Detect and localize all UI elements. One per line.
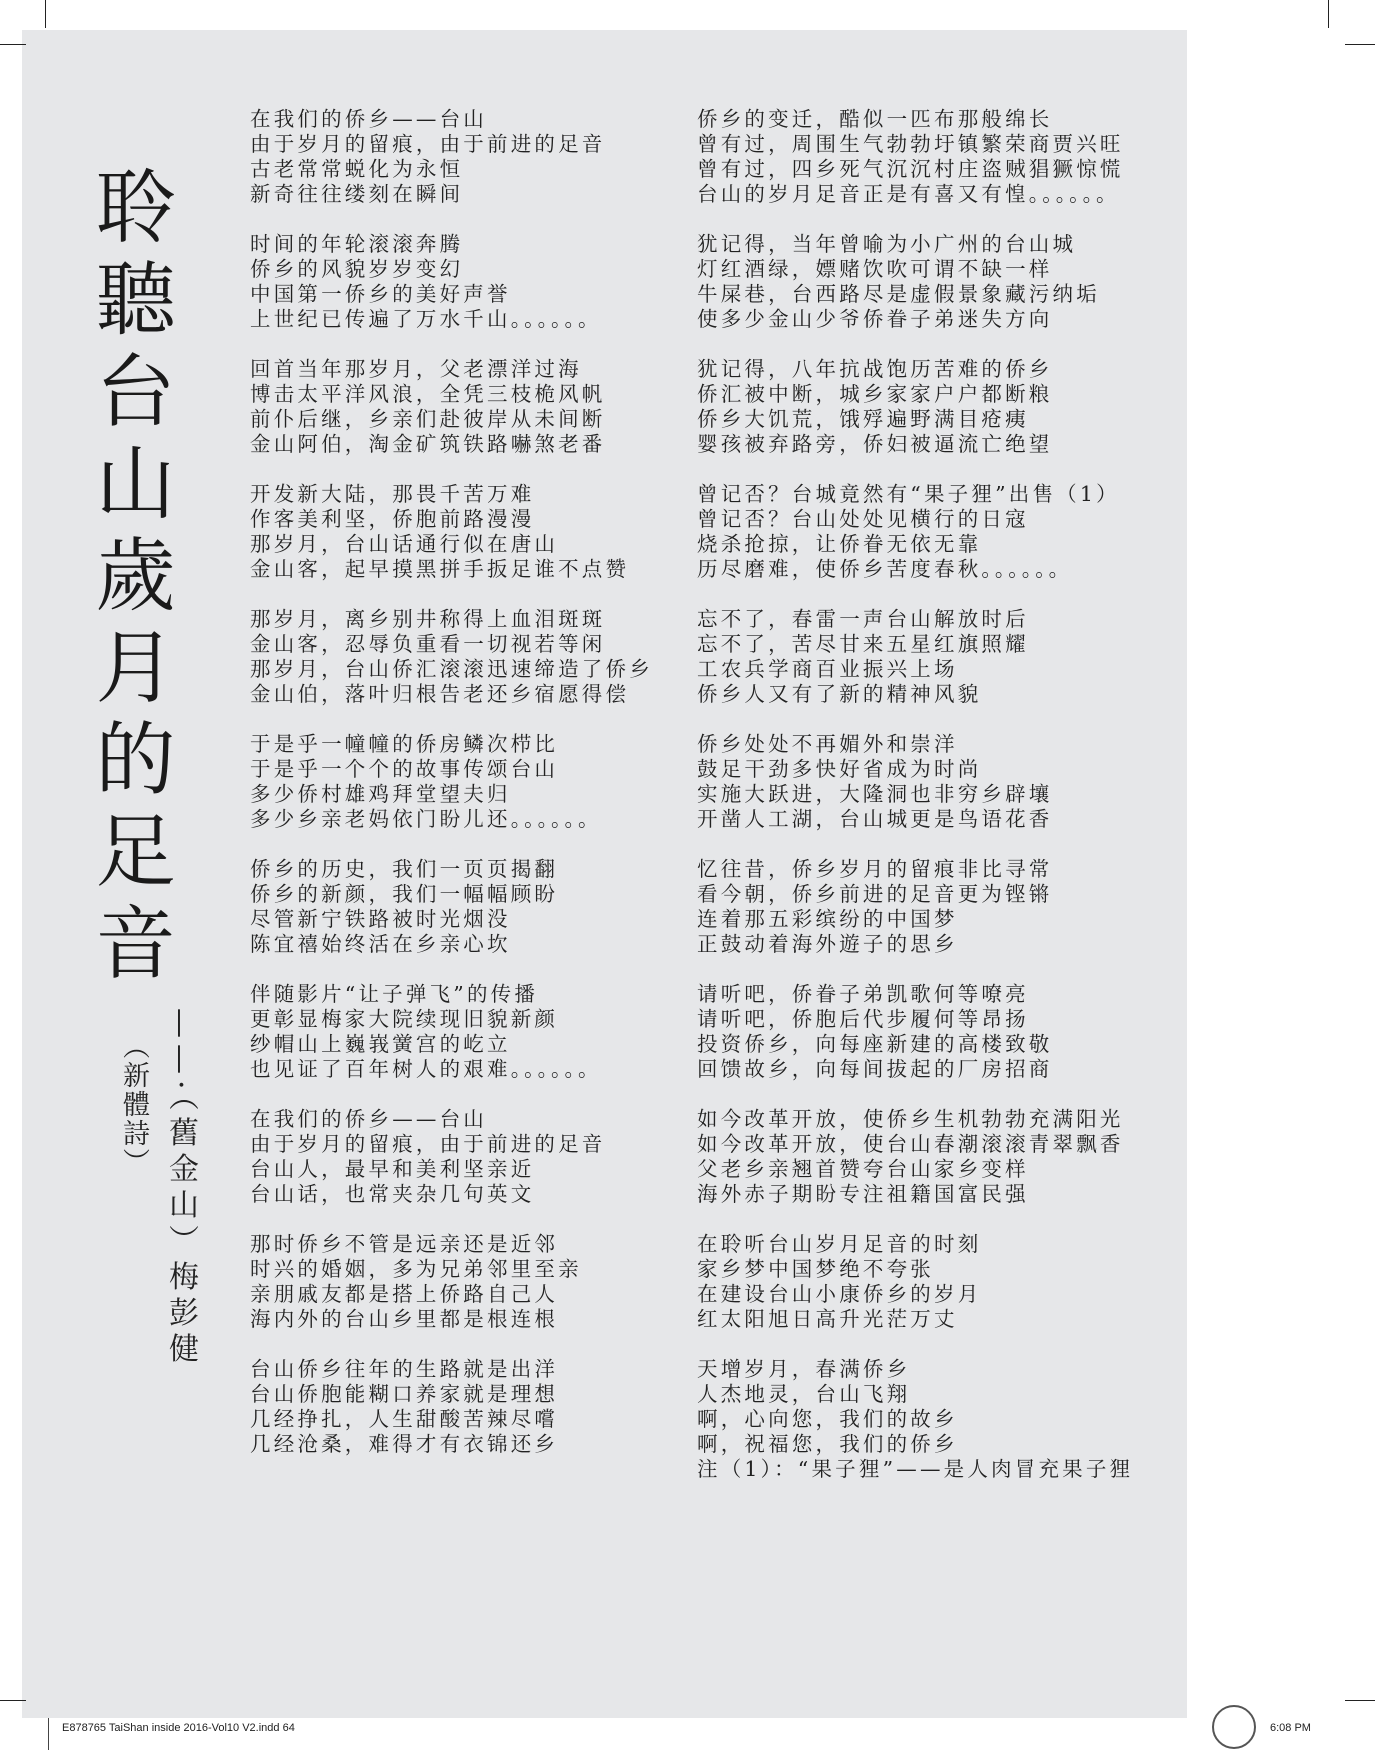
poem-line: 几经挣扎，人生甜酸苦辣尽嚐	[250, 1407, 559, 1431]
poem-line: 亲朋戚友都是搭上侨路自己人	[250, 1282, 559, 1306]
poem-line: 曾记否？台山处处见横行的日寇	[697, 507, 1029, 531]
stanza	[697, 607, 1133, 707]
poem-line: 金山阿伯，淘金矿筑铁路嚇煞老番	[250, 432, 606, 456]
stanza	[250, 107, 653, 207]
poem-line: 博击太平洋风浪，全凭三枝桅风帆	[250, 382, 606, 406]
poem-line: 海外赤子期盼专注祖籍国富民强	[697, 1182, 1029, 1206]
poem-line: 台山侨乡往年的生路就是出洋	[250, 1357, 559, 1381]
poem-line: 金山客，起早摸黑拼手扳足谁不点赞	[250, 557, 630, 581]
poem-line: 前仆后继，乡亲们赴彼岸从未间断	[250, 407, 606, 431]
poem-line: 曾记否？台城竟然有“果子狸”出售（1）	[697, 482, 1120, 506]
poem-line: 时兴的婚姻，多为兄弟邻里至亲	[250, 1257, 582, 1281]
poem-line: 曾有过，四乡死气沉沉村庄盗贼猖獗惊慌	[697, 157, 1124, 181]
poem-line: 中国第一侨乡的美好声誉	[250, 282, 511, 306]
stanza	[697, 482, 1133, 582]
poem-line: 回馈故乡，向每间拔起的厂房招商	[697, 1057, 1053, 1081]
stanza	[250, 1107, 653, 1207]
stanza	[250, 232, 653, 332]
poem-line: 台山话，也常夹杂几句英文	[250, 1182, 535, 1206]
poem-line: 侨乡人又有了新的精神风貌	[697, 682, 982, 706]
poem-line: 那岁月，离乡别井称得上血泪斑斑	[250, 607, 606, 631]
poem-line: 于是乎一幢幢的侨房鳞次栉比	[250, 732, 559, 756]
footer-time: 6:08 PM	[1270, 1722, 1311, 1734]
crop-mark	[0, 1700, 26, 1701]
poem-line: 家乡梦中国梦绝不夸张	[697, 1257, 934, 1281]
poem-line: 侨乡大饥荒，饿殍遍野满目疮痍	[697, 407, 1029, 431]
stanza	[250, 357, 653, 457]
poem-line: 回首当年那岁月，父老漂洋过海	[250, 357, 582, 381]
poem-line: 多少乡亲老妈依门盼儿还。。。。。。	[250, 807, 602, 831]
poem-line: 于是乎一个个的故事传颂台山	[250, 757, 559, 781]
poem-line: 几经沧桑，难得才有衣锦还乡	[250, 1432, 559, 1456]
poem-line: 犹记得，当年曾喻为小广州的台山城	[697, 232, 1077, 256]
stanza	[697, 1357, 1133, 1482]
poem-subtitle: （新體詩）	[118, 1032, 149, 1177]
poem-left-column	[250, 107, 653, 1482]
poem-line: 连着那五彩缤纷的中国梦	[697, 907, 958, 931]
crop-mark	[1345, 44, 1375, 45]
poem-line: 那时侨乡不管是远亲还是近邻	[250, 1232, 559, 1256]
poem-line: 侨乡的历史，我们一页页揭翻	[250, 857, 559, 881]
poem-line: 鼓足干劲多快好省成为时尚	[697, 757, 982, 781]
poem-line: 侨乡处处不再媚外和崇洋	[697, 732, 958, 756]
poem-line: 由于岁月的留痕，由于前进的足音	[250, 1132, 606, 1156]
stanza	[697, 357, 1133, 457]
poem-line: 如今改革开放，使台山春潮滚滚青翠飘香	[697, 1132, 1124, 1156]
poem-author: ——·（舊金山）梅彭健	[163, 1008, 198, 1369]
stanza	[250, 857, 653, 957]
poem-line: 犹记得，八年抗战饱历苦难的侨乡	[697, 357, 1053, 381]
poem-line: 由于岁月的留痕，由于前进的足音	[250, 132, 606, 156]
poem-title: 聆聽台山歲月的足音	[82, 165, 175, 993]
stanza	[697, 732, 1133, 832]
poem-line: 作客美利坚，侨胞前路漫漫	[250, 507, 535, 531]
poem-line: 台山侨胞能糊口养家就是理想	[250, 1382, 559, 1406]
poem-line: 那岁月，台山侨汇滚滚迅速缔造了侨乡	[250, 657, 653, 681]
poem-line: 台山的岁月足音正是有喜又有惶。。。。。。	[697, 182, 1120, 206]
poem-line: 正鼓动着海外遊子的思乡	[697, 932, 958, 956]
poem-line: 烧杀抢掠，让侨眷无依无靠	[697, 532, 982, 556]
stanza	[250, 607, 653, 707]
poem-line: 海内外的台山乡里都是根连根	[250, 1307, 559, 1331]
poem-line: 历尽磨难，使侨乡苦度春秋。。。。。。	[697, 557, 1073, 581]
stanza	[697, 107, 1133, 207]
poem-line: 婴孩被弃路旁，侨妇被逼流亡绝望	[697, 432, 1053, 456]
poem-line: 投资侨乡，向每座新建的高楼致敬	[697, 1032, 1053, 1056]
stanza	[697, 857, 1133, 957]
poem-line: 啊，心向您，我们的故乡	[697, 1407, 958, 1431]
poem-line: 灯红酒绿，嫖赌饮吹可谓不缺一样	[697, 257, 1053, 281]
poem-line: 如今改革开放，使侨乡生机勃勃充满阳光	[697, 1107, 1124, 1131]
poem-line: 注（1）：“果子狸”——是人肉冒充果子狸	[697, 1457, 1134, 1481]
crop-mark	[45, 0, 46, 28]
stanza	[250, 1232, 653, 1332]
poem-line: 忘不了，春雷一声台山解放时后	[697, 607, 1029, 631]
poem-line: 也见证了百年树人的艰难。。。。。。	[250, 1057, 602, 1081]
stanza	[697, 232, 1133, 332]
stanza	[697, 1107, 1133, 1207]
poem-line: 开凿人工湖，台山城更是鸟语花香	[697, 807, 1053, 831]
stanza	[250, 732, 653, 832]
poem-line: 使多少金山少爷侨眷子弟迷失方向	[697, 307, 1053, 331]
poem-line: 伴随影片“让子弹飞”的传播	[250, 982, 539, 1006]
poem-line: 在我们的侨乡——台山	[250, 1107, 487, 1131]
poem-line: 工农兵学商百业振兴上场	[697, 657, 958, 681]
poem-line: 在我们的侨乡——台山	[250, 107, 487, 131]
crop-mark	[0, 44, 26, 45]
stanza	[250, 1357, 653, 1457]
poem-line: 看今朝，侨乡前进的足音更为铿锵	[697, 882, 1053, 906]
stanza	[697, 982, 1133, 1082]
poem-line: 啊，祝福您，我们的侨乡	[697, 1432, 958, 1456]
poem-line: 请听吧，侨眷子弟凯歌何等嘹亮	[697, 982, 1029, 1006]
footer-file-info: E878765 TaiShan inside 2016-Vol10 V2.indd 64	[62, 1722, 295, 1734]
stanza	[697, 1232, 1133, 1332]
poem-line: 更彰显梅家大院续现旧貌新颜	[250, 1007, 559, 1031]
poem-line: 新奇往往缕刻在瞬间	[250, 182, 464, 206]
poem-line: 侨汇被中断，城乡家家户户都断粮	[697, 382, 1053, 406]
poem-line: 在聆听台山岁月足音的时刻	[697, 1232, 982, 1256]
poem-line: 时间的年轮滚滚奔腾	[250, 232, 464, 256]
poem-line: 实施大跃进，大隆洞也非穷乡辟壤	[697, 782, 1053, 806]
poem-line: 多少侨村雄鸡拜堂望夫归	[250, 782, 511, 806]
crop-mark	[1328, 0, 1329, 28]
poem-line: 红太阳旭日高升光茫万丈	[697, 1307, 958, 1331]
stanza	[250, 982, 653, 1082]
poem-line: 天增岁月，春满侨乡	[697, 1357, 911, 1381]
poem-line: 请听吧，侨胞后代步履何等昂扬	[697, 1007, 1029, 1031]
poem-line: 开发新大陆，那畏千苦万难	[250, 482, 535, 506]
watermark-logo-icon	[1212, 1705, 1256, 1749]
stanza	[250, 482, 653, 582]
poem-line: 牛屎巷，台西路尽是虚假景象藏污纳垢	[697, 282, 1100, 306]
poem-line: 侨乡的变迁，酷似一匹布那般绵长	[697, 107, 1053, 131]
crop-mark	[1345, 1700, 1375, 1701]
poem-line: 纱帽山上巍峩黉宫的屹立	[250, 1032, 511, 1056]
poem-line: 陈宜禧始终活在乡亲心坎	[250, 932, 511, 956]
poem-line: 金山伯，落叶归根告老还乡宿愿得偿	[250, 682, 630, 706]
poem-line: 上世纪已传遍了万水千山。。。。。。	[250, 307, 602, 331]
poem-line: 在建设台山小康侨乡的岁月	[697, 1282, 982, 1306]
poem-right-column	[697, 107, 1133, 1507]
poem-line: 金山客，忍辱负重看一切视若等闲	[250, 632, 606, 656]
poem-line: 忘不了，苦尽甘来五星红旗照耀	[697, 632, 1029, 656]
poem-line: 古老常常蜕化为永恒	[250, 157, 464, 181]
poem-line: 曾有过，周围生气勃勃圩镇繁荣商贾兴旺	[697, 132, 1124, 156]
poem-line: 人杰地灵，台山飞翔	[697, 1382, 911, 1406]
crop-mark	[48, 1718, 49, 1750]
poem-line: 侨乡的风貌岁岁变幻	[250, 257, 464, 281]
poem-line: 那岁月，台山话通行似在唐山	[250, 532, 559, 556]
poem-line: 侨乡的新颜，我们一幅幅顾盼	[250, 882, 559, 906]
poem-line: 父老乡亲翘首赞夸台山家乡变样	[697, 1157, 1029, 1181]
poem-line: 尽管新宁铁路被时光烟没	[250, 907, 511, 931]
poem-line: 台山人，最早和美利坚亲近	[250, 1157, 535, 1181]
poem-line: 忆往昔，侨乡岁月的留痕非比寻常	[697, 857, 1053, 881]
